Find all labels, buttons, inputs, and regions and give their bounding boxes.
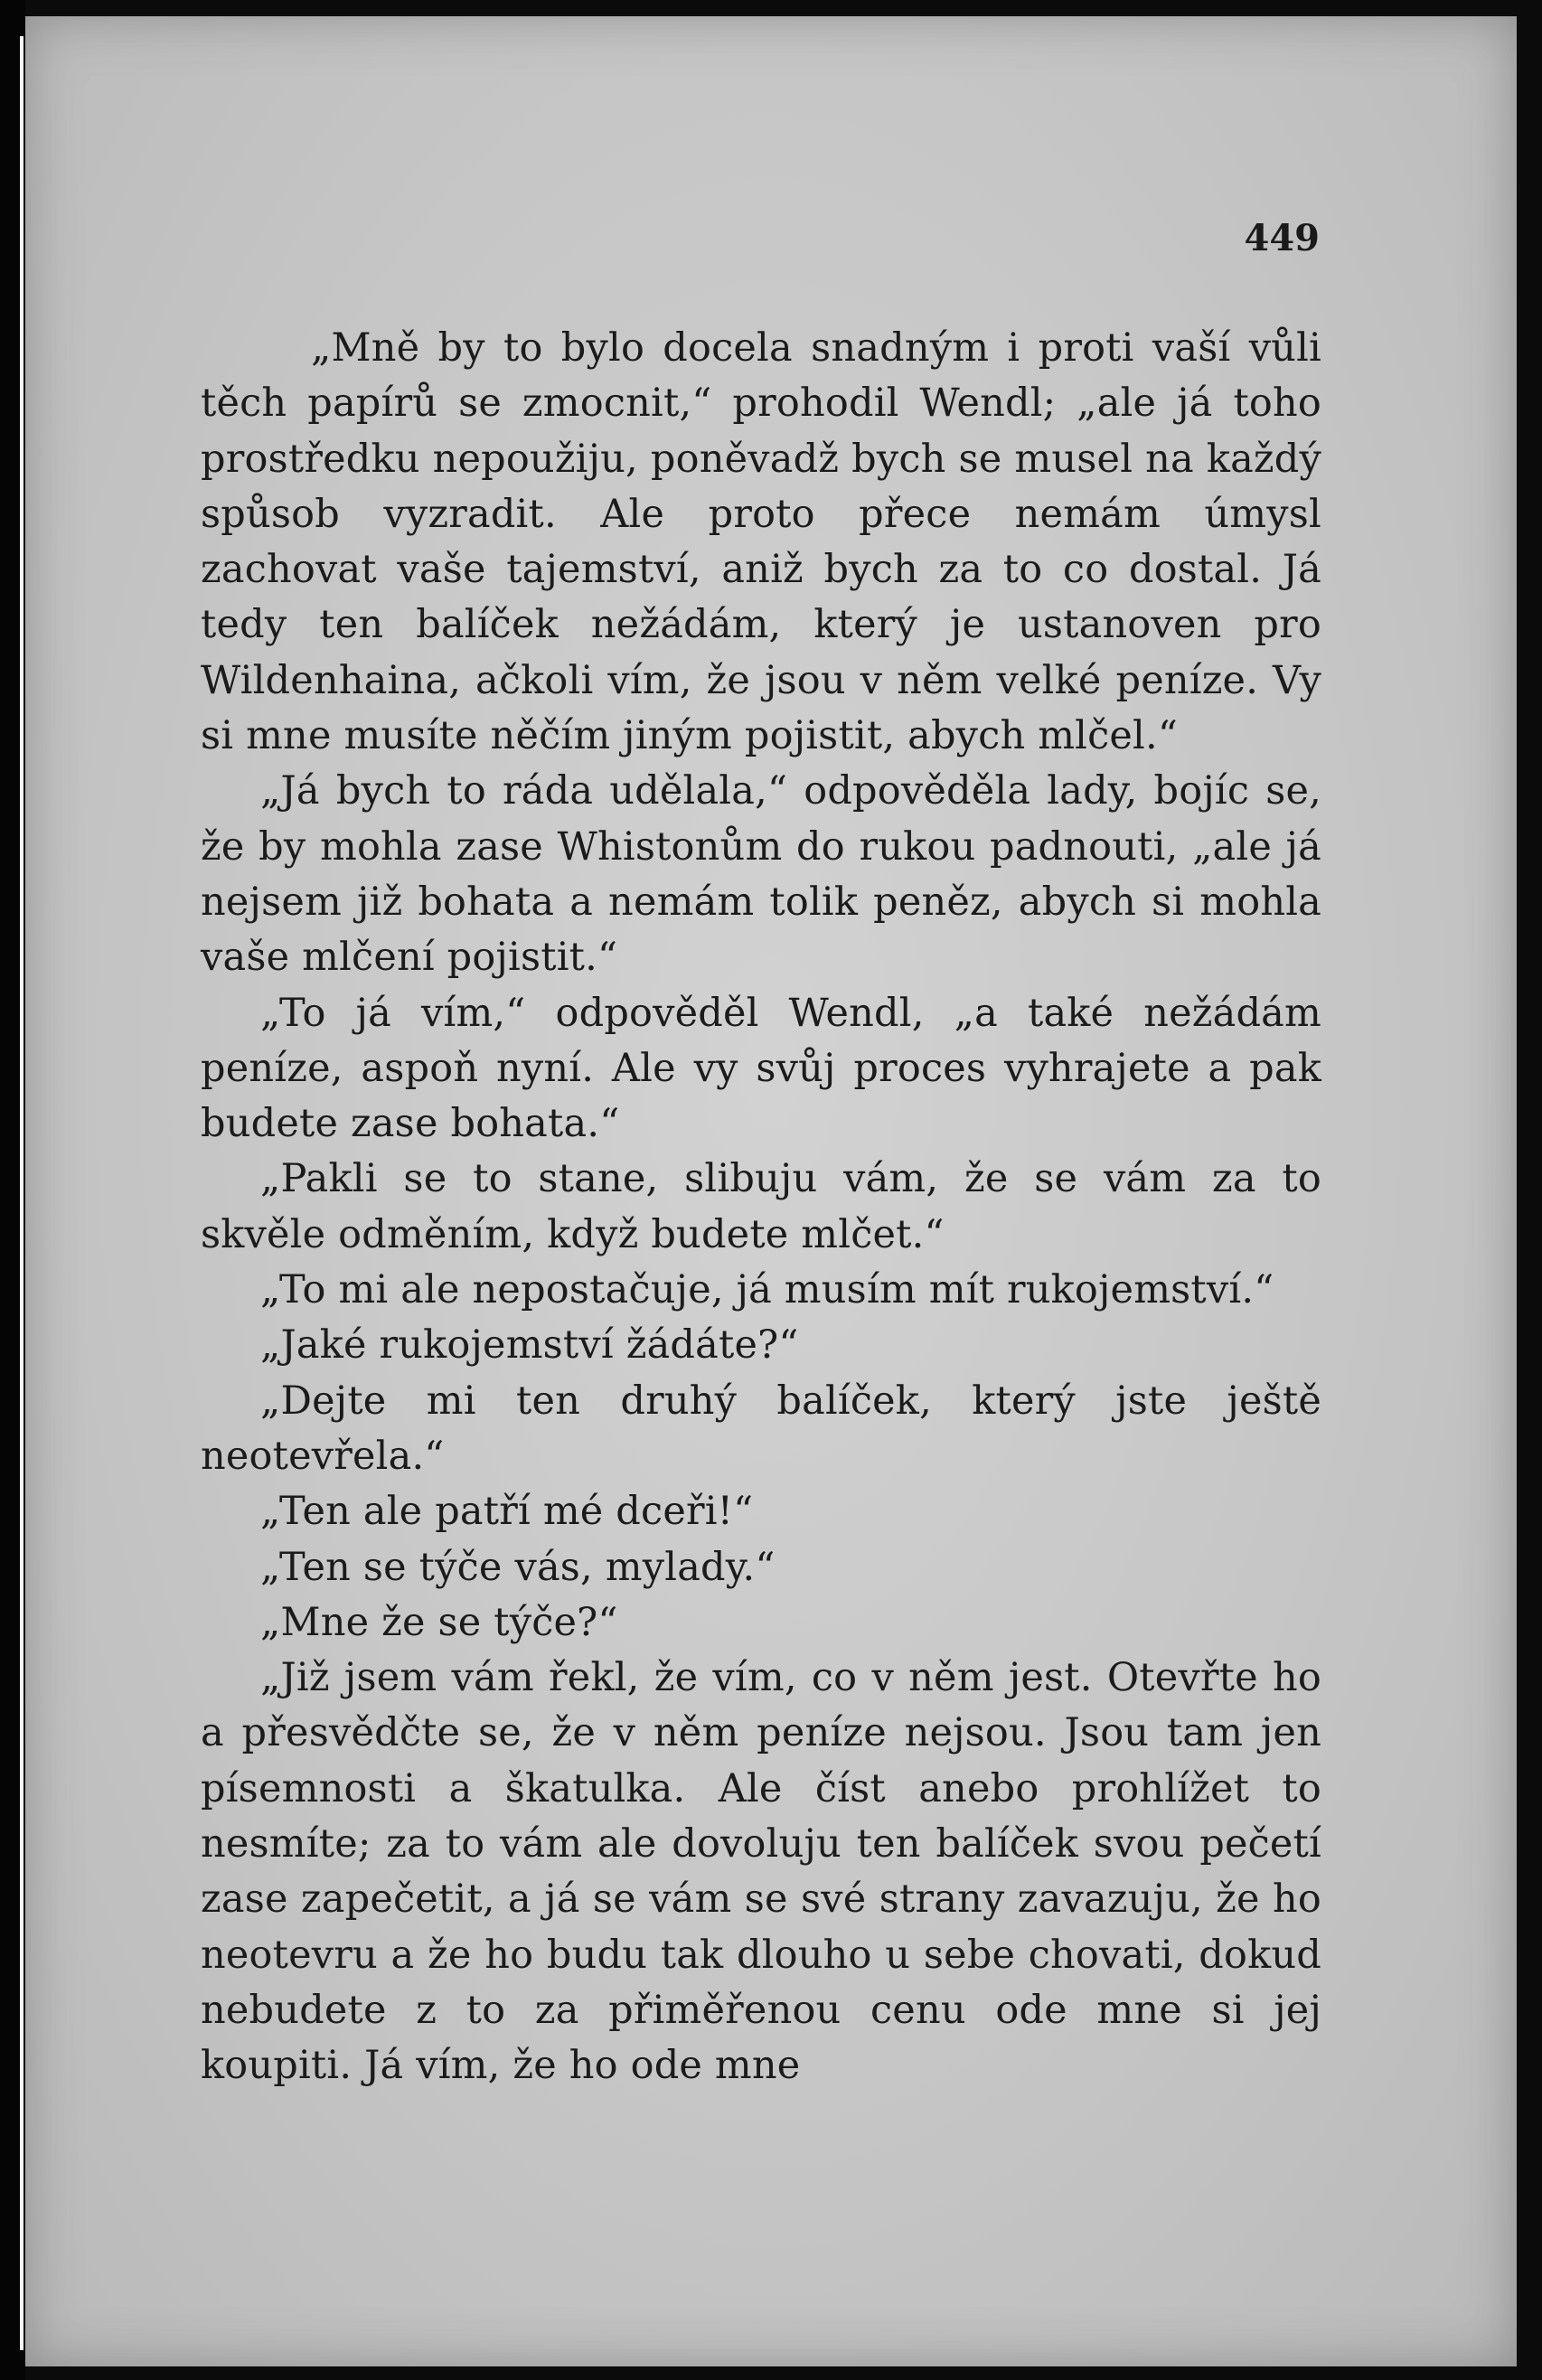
paragraph: „Ten ale patří mé dceři!“ [260,1489,754,1535]
paragraph: „Pakli se to stane, slibuju vám, že se vám za to skvěle odměním, když budete mlčet.“ [201,1156,1321,1257]
book-binding-edge [0,0,25,2380]
binding-line [20,36,24,2350]
paragraph: „Mne že se týče?“ [260,1599,618,1645]
paragraph: „To já vím,“ odpověděl Wendl, „a také nežádám peníze, aspoň nyní. Ale vy svůj proces vyhrajete a pak budete zase bohata.“ [201,990,1321,1147]
page-number: 449 [1244,217,1320,259]
paragraph: „Ten se týče vás, mylady.“ [260,1544,776,1590]
paragraph: „To mi ale nepostačuje, já musím mít rukojemství.“ [260,1267,1274,1313]
paragraph: „Jaké rukojemství žádáte?“ [260,1322,799,1369]
page-body-text [201,321,1321,2094]
paragraph: „Dejte mi ten druhý balíček, který jste ještě neotevřela.“ [201,1378,1321,1479]
paragraph: „Já bych to ráda udělala,“ odpověděla lady, bojíc se, že by mohla zase Whistonům do rukou padnouti, „ale já nejsem již bohata a nemám tolik peněz, abych si mohla vaše mlčení pojistit.“ [201,768,1321,981]
paragraph: „Mně by to bylo docela snadným i proti vaší vůli těch papírů se zmocnit,“ prohodil Wendl; „ale já toho prostředku nepoužiju, poněvadž bych se musel na každý spůsob vyzradit. Ale proto přece nemám úmysl zachovat vaše tajemství, aniž bych za to co dostal. Já tedy ten balíček nežádám, který je ustanoven pro Wildenhaina, ačkoli vím, že jsou v něm velké peníze. Vy si mne musíte něčím jiným pojistit, abych mlčel.“ [201,325,1321,759]
paragraph: „Již jsem vám řekl, že vím, co v něm jest. Otevřte ho a přesvědčte se, že v něm peníze nejsou. Jsou tam jen písemnosti a škatulka. Ale číst anebo prohlížet to nesmíte; za to vám ale dovoluju ten balíček svou pečetí zase zapečetit, a já se vám se své strany zavazuju, že ho neotevru a že ho budu tak dlouho u sebe chovati, dokud nebudete z to za přiměřenou cenu ode mne si jej koupiti. Já vím, že ho ode mne [201,1655,1321,2089]
